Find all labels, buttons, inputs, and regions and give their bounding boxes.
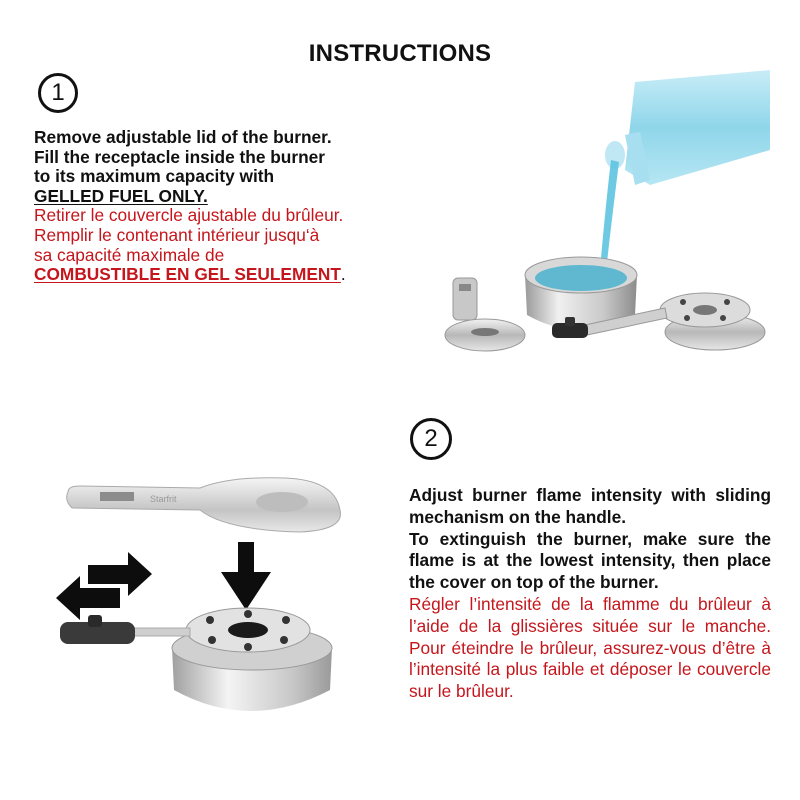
step-1-en-emphasis: GELLED FUEL ONLY.: [34, 185, 208, 206]
step-2-en-paragraph-2: To extinguish the burner, make sure the flame is at the lowest intensity, then place the cover on top of the burner.: [409, 528, 771, 593]
step-1-fr-emphasis: COMBUSTIBLE EN GEL SEULEMENT: [34, 264, 341, 285]
step-1-en-line-3: to its maximum capacity with: [34, 166, 275, 187]
down-arrow-icon: [221, 542, 271, 610]
burner-cover-and-slider-image: [50, 470, 395, 740]
step-1-fr-line-2: Remplir le contenant intérieur jusqu‘à: [34, 224, 320, 245]
step-1-number-badge: [38, 73, 78, 113]
step-1-number: 1: [51, 79, 65, 106]
step-2-en-paragraph-1: Adjust burner flame intensity with sliding mechanism on the handle.: [409, 485, 771, 527]
step-2-number: 2: [424, 425, 438, 452]
cover-engraving: Starfrit: [150, 494, 177, 504]
step-1-fr-period: .: [340, 264, 346, 285]
step-1-en-line-2: Fill the receptacle inside the burner: [34, 146, 325, 167]
adjustable-lid-icon: [445, 278, 525, 351]
step-2-number-badge: [410, 418, 452, 460]
step-1-en-line-1: Remove adjustable lid of the burner.: [34, 127, 332, 147]
pouring-gel-fuel-into-burner-image: [425, 70, 780, 360]
step-2-text: [409, 485, 771, 703]
burner-cover-icon: [67, 478, 341, 532]
step-1-fr-emphasis-line: [34, 265, 404, 285]
step-1-fr-line-3: sa capacité maximale de: [34, 244, 225, 265]
step-2-fr-paragraph: Régler l’intensité de la flamme du brûleur à l’aide de la glissières située sur le manche. Pour éteindre le brûleur, assurez-vous d’être à l’intensité la plus faible et déposer le couvercle sur le brûleur.: [409, 593, 771, 702]
page-title: INSTRUCTIONS: [308, 40, 492, 67]
burner-icon: [60, 608, 332, 711]
step-1-fr-line-1: Retirer le couvercle ajustable du brûleur.: [34, 205, 344, 226]
gel-fuel-bottle-icon: [605, 70, 770, 185]
step-1-text: [34, 128, 404, 285]
